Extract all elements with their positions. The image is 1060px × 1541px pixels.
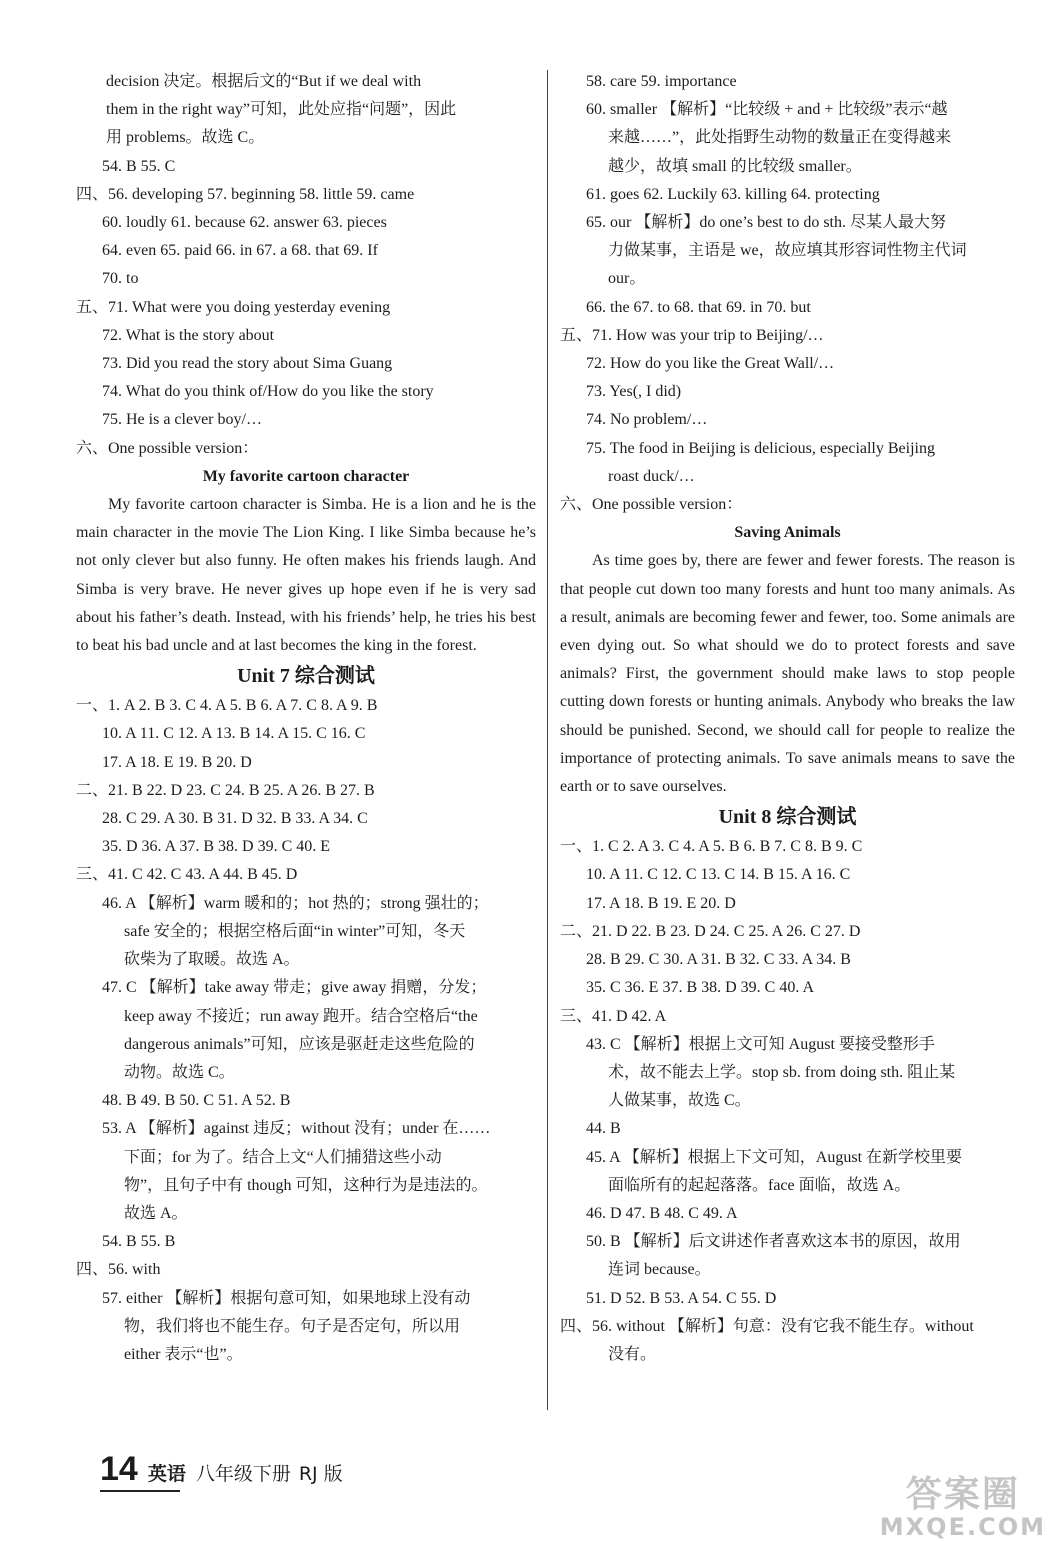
answer-line: 砍柴为了取暖。故选 A。 <box>124 951 300 969</box>
answer-line: 17. A 18. E 19. B 20. D <box>102 753 252 771</box>
answer-line: 72. What is the story about <box>102 326 275 344</box>
answer-line: 人做某事，故选 C。 <box>608 1092 751 1110</box>
answer-line: 力做某事，主语是 we，故应填其形容词性物主代词 <box>608 242 967 260</box>
answer-line: 74. No problem/… <box>586 411 708 429</box>
section-line: 一、1. A 2. B 3. C 4. A 5. B 6. A 7. C 8. A 9. B <box>76 697 378 715</box>
answer-line: 48. B 49. B 50. C 51. A 52. B <box>102 1092 291 1110</box>
answer-line: keep away 不接近；run away 跑开。结合空格后“the <box>124 1007 478 1025</box>
footer-rule <box>100 1490 180 1492</box>
watermark-logo <box>880 1476 1046 1540</box>
section-line: 五、71. What were you doing yesterday evening <box>76 298 391 316</box>
answer-line: 物”，且句子中有 though 可知，这种行为是违法的。 <box>124 1176 488 1194</box>
essay-paragraph: My favorite cartoon character is Simba. He is a lion and he is the main character in the movie The Lion King. I like Simba because he’s not only clever but also funny. He often makes his friends laugh. And Simba is very brave. He never gives up hope even if he is very sad about his father’s death. Instead, with his friends’ help, he tries his best to beat his bad uncle and at last becomes the king in the forest. <box>76 496 536 655</box>
subject-label: 英语 <box>147 1463 186 1485</box>
answer-line: 70. to <box>102 270 139 288</box>
answer-line: 58. care 59. importance <box>586 73 737 90</box>
grade-label: 八年级下册 <box>195 1463 291 1485</box>
section-line: 三、41. C 42. C 43. A 44. B 45. D <box>76 866 298 884</box>
answer-line: 连词 because。 <box>608 1261 711 1279</box>
answer-line: 66. the 67. to 68. that 69. in 70. but <box>586 298 811 316</box>
answer-line: 50. B 【解析】后文讲述作者喜欢这本书的原因，故用 <box>586 1233 961 1251</box>
answer-line: 没有。 <box>608 1345 657 1363</box>
answer-line: 45. A 【解析】根据上下文可知，August 在新学校里要 <box>586 1148 963 1166</box>
answer-line: 64. even 65. paid 66. in 67. a 68. that 69. If <box>102 242 378 260</box>
unit-heading: Unit 8 综合测试 <box>718 806 857 829</box>
answer-line: 来越……”，此处指野生动物的数量正在变得越来 <box>608 129 952 147</box>
answer-line: 10. A 11. C 12. A 13. B 14. A 15. C 16. C <box>102 725 366 743</box>
answer-line: 54. B 55. B <box>102 1233 176 1251</box>
section-line: 一、1. C 2. A 3. C 4. A 5. B 6. B 7. C 8. B 9. C <box>560 838 863 856</box>
answer-line: them in the right way”可知，此处应指“问题”，因此 <box>106 101 457 119</box>
edition-label: RJ 版 <box>298 1463 343 1485</box>
answer-line: 75. He is a clever boy/… <box>102 411 262 429</box>
section-line: 三、41. D 42. A <box>560 1007 667 1025</box>
answer-line: 53. A 【解析】against 违反；without 没有；under 在…… <box>102 1120 491 1138</box>
answer-line: 17. A 18. B 19. E 20. D <box>586 894 736 912</box>
answer-line: 动物。故选 C。 <box>124 1063 235 1081</box>
answer-line: dangerous animals”可知，应该是驱赶走这些危险的 <box>124 1035 475 1053</box>
answer-line: 故选 A。 <box>124 1204 188 1222</box>
answer-line: 60. smaller 【解析】“比较级 + and + 比较级”表示“越 <box>586 101 948 119</box>
answer-line: 54. B 55. C <box>102 157 176 175</box>
answer-line: 61. goes 62. Luckily 63. killing 64. protecting <box>586 185 880 203</box>
section-line: 二、21. D 22. B 23. D 24. C 25. A 26. C 27. D <box>560 922 861 940</box>
answer-line: decision 决定。根据后文的“But if we deal with <box>106 73 422 90</box>
unit-heading: Unit 7 综合测试 <box>237 665 375 688</box>
answer-line: 75. The food in Beijing is delicious, especially Beijing <box>586 439 935 457</box>
answer-line: 越少，故填 small 的比较级 smaller。 <box>608 157 862 175</box>
answer-line: 65. our 【解析】do one’s best to do sth. 尽某人最大努 <box>586 214 946 232</box>
essay-title: My favorite cartoon character <box>202 467 410 485</box>
section-line: 二、21. B 22. D 23. C 24. B 25. A 26. B 27. B <box>76 781 375 799</box>
answer-line: 10. A 11. C 12. C 13. C 14. B 15. A 16. C <box>586 866 851 884</box>
section-line: 六、One possible version： <box>76 439 259 457</box>
answer-line: 72. How do you like the Great Wall/… <box>586 355 835 373</box>
watermark-text: 答案圈 <box>905 1474 1020 1515</box>
answer-line: 28. B 29. C 30. A 31. B 32. C 33. A 34. B <box>586 951 851 969</box>
answer-line: 47. C 【解析】take away 带走；give away 捐赠，分发； <box>102 979 487 997</box>
answer-line: 35. C 36. E 37. B 38. D 39. C 40. A <box>586 979 815 997</box>
answer-line: 28. C 29. A 30. B 31. D 32. B 33. A 34. C <box>102 810 368 828</box>
section-line: 四、56. without 【解析】句意：没有它我不能生存。without <box>560 1317 974 1335</box>
section-line: 六、One possible version： <box>560 496 743 514</box>
page-footer <box>100 1452 343 1486</box>
answer-line: 46. A 【解析】warm 暖和的；hot 热的；strong 强壮的； <box>102 894 489 912</box>
answer-line: either 表示“也”。 <box>124 1345 243 1363</box>
right-column <box>560 68 1015 1369</box>
answer-line: 35. D 36. A 37. B 38. D 39. C 40. E <box>102 838 331 856</box>
essay-title: Saving Animals <box>734 524 841 542</box>
answer-line: 57. either 【解析】根据句意可知，如果地球上没有动 <box>102 1289 471 1307</box>
page-number: 14 <box>100 1450 138 1488</box>
answer-line: 44. B <box>586 1120 621 1138</box>
answer-line: 73. Yes(, I did) <box>586 383 682 401</box>
answer-line: 面临所有的起起落落。face 面临，故选 A。 <box>608 1176 911 1194</box>
section-line: 四、56. developing 57. beginning 58. little 59. came <box>76 185 415 203</box>
answer-line: 43. C 【解析】根据上文可知 August 要接受整形手 <box>586 1035 935 1053</box>
answer-line: 73. Did you read the story about Sima Guang <box>102 355 393 373</box>
answer-line: 46. D 47. B 48. C 49. A <box>586 1204 738 1222</box>
answer-line: 74. What do you think of/How do you like the story <box>102 383 434 401</box>
answer-line: 下面；for 为了。结合上文“人们捕猎这些小动 <box>124 1148 442 1166</box>
answer-line: 用 problems。故选 C。 <box>106 129 265 147</box>
answer-line: 60. loudly 61. because 62. answer 63. pieces <box>102 214 387 232</box>
answer-line: 术，故不能去上学。stop sb. from doing sth. 阻止某 <box>608 1063 956 1081</box>
answer-line: roast duck/… <box>608 467 695 485</box>
answer-line: safe 安全的；根据空格后面“in winter”可知，冬天 <box>124 922 466 940</box>
answer-line: 物，我们将也不能生存。句子是否定句，所以用 <box>124 1317 461 1335</box>
section-line: 五、71. How was your trip to Beijing/… <box>560 326 824 344</box>
answer-line: 51. D 52. B 53. A 54. C 55. D <box>586 1289 777 1307</box>
watermark-url: MXQE.COM <box>879 1513 1046 1541</box>
left-column <box>76 68 536 1369</box>
column-divider <box>547 70 548 1410</box>
essay-paragraph: As time goes by, there are fewer and fewer forests. The reason is that people cut down too many forests and hunt too many animals. As a result, animals are becoming fewer and fewer, too. Some animals are even dying out. So what should we do to protect forests and save animals? First, the government should make laws to stop people cutting down forests or hunting animals. Anybody who breaks the law should be punished. Second, we should call for people to realize the importance of protecting animals. To save animals means to save the earth or to save ourselves. <box>560 552 1015 796</box>
section-line: 四、56. with <box>76 1261 161 1279</box>
answer-line: our。 <box>608 270 646 288</box>
